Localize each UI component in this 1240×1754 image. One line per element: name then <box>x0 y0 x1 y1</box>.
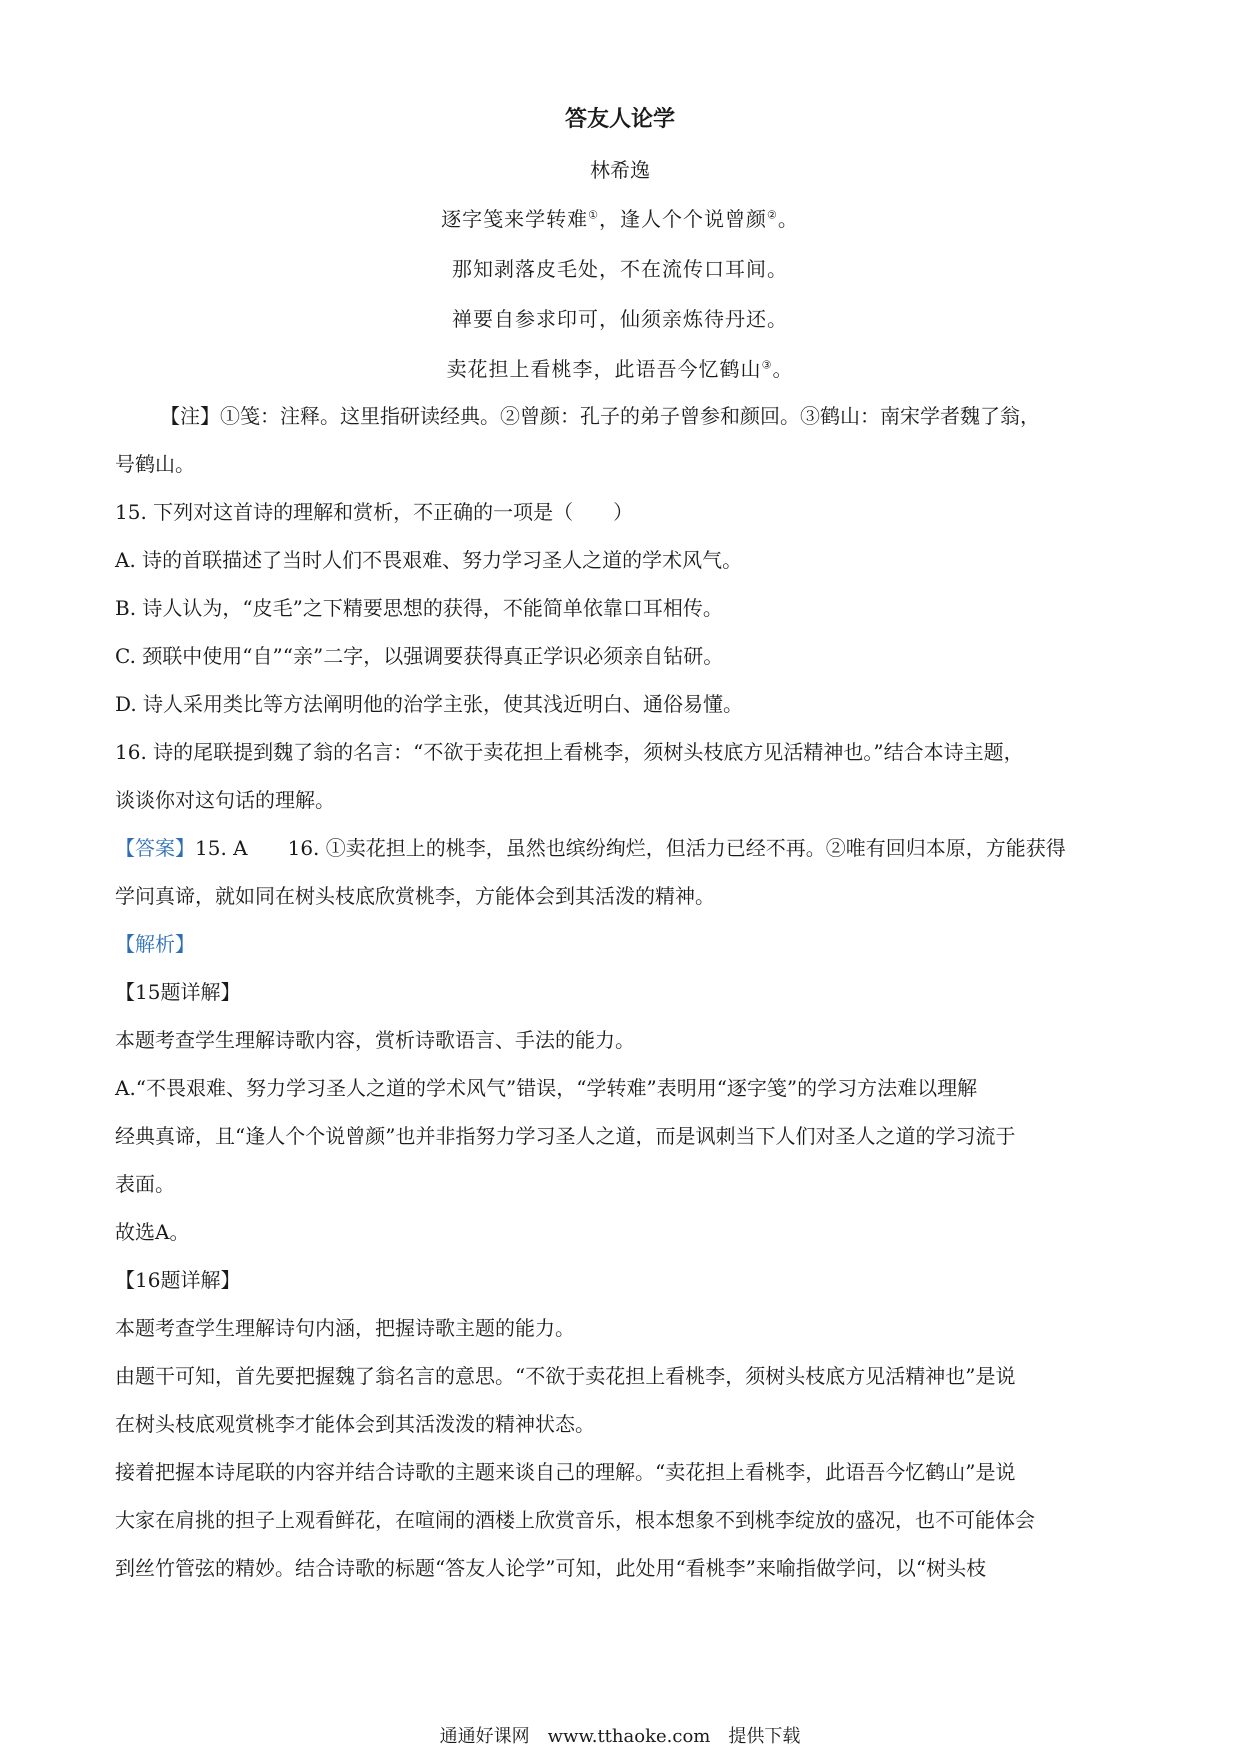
poem-verse-4: 卖花担上看桃李，此语吾今忆鹤山③。 <box>446 357 794 381</box>
analysis-16-line-3: 接着把握本诗尾联的内容并结合诗歌的主题来谈自己的理解。“卖花担上看桃李，此语吾今忆鹤山”是说 <box>115 1460 1016 1484</box>
answer-line-2: 学问真谛，就如同在树头枝底欣赏桃李，方能体会到其活泼的精神。 <box>115 884 715 908</box>
analysis-15-line-2: 经典真谛，且“逢人个个说曾颜”也并非指努力学习圣人之道，而是讽刺当下人们对圣人之道的学习流于 <box>115 1124 1016 1148</box>
option-c: C. 颈联中使用“自”“亲”二字，以强调要获得真正学识必须亲自钻研。 <box>115 644 724 668</box>
answer-line-1: 【答案】15. A 16. ①卖花担上的桃李，虽然也缤纷绚烂，但活力已经不再。②唯有回归本原，方能获得 <box>115 836 1066 860</box>
question-16-line-2: 谈谈你对这句话的理解。 <box>115 788 335 812</box>
heading-15: 【15题详解】 <box>115 980 241 1004</box>
note-line-1: 【注】①笺：注释。这里指研读经典。②曾颜：孔子的弟子曾参和颜回。③鹤山：南宋学者魏了翁， <box>160 404 1040 428</box>
analysis-15-conclusion: 故选A。 <box>115 1220 190 1244</box>
heading-16: 【16题详解】 <box>115 1268 241 1292</box>
question-15: 15. 下列对这首诗的理解和赏析，不正确的一项是（ ） <box>115 500 634 524</box>
analysis-15-intro: 本题考查学生理解诗歌内容，赏析诗歌语言、手法的能力。 <box>115 1028 635 1052</box>
analysis-16-line-2: 在树头枝底观赏桃李才能体会到其活泼泼的精神状态。 <box>115 1412 595 1436</box>
option-d: D. 诗人采用类比等方法阐明他的治学主张，使其浅近明白、通俗易懂。 <box>115 692 744 716</box>
analysis-15-line-1: A.“不畏艰难、努力学习圣人之道的学术风气”错误，“学转难”表明用“逐字笺”的学习方法难以理解 <box>115 1076 978 1100</box>
analysis-label: 【解析】 <box>115 932 195 956</box>
poem-title: 答友人论学 <box>564 106 675 132</box>
analysis-16-line-5: 到丝竹管弦的精妙。结合诗歌的标题“答友人论学”可知，此处用“看桃李”来喻指做学问，以“树头枝 <box>115 1556 987 1580</box>
note-line-2: 号鹤山。 <box>115 452 195 476</box>
analysis-16-line-4: 大家在肩挑的担子上观看鲜花，在喧闹的酒楼上欣赏音乐，根本想象不到桃李绽放的盛况，也不可能体会 <box>115 1508 1035 1532</box>
poem-verse-1: 逐字笺来学转难①，逢人个个说曾颜②。 <box>441 207 799 231</box>
analysis-15-line-3: 表面。 <box>115 1172 175 1196</box>
page-footer: 通通好课网 www.tthaoke.com 提供下载 <box>439 1726 801 1747</box>
analysis-16-line-1: 由题干可知，首先要把握魏了翁名言的意思。“不欲于卖花担上看桃李，须树头枝底方见活精神也”是说 <box>115 1364 1016 1388</box>
option-a: A. 诗的首联描述了当时人们不畏艰难、努力学习圣人之道的学术风气。 <box>115 548 743 572</box>
poem-verse-2: 那知剥落皮毛处，不在流传口耳间。 <box>452 257 788 281</box>
option-b: B. 诗人认为，“皮毛”之下精要思想的获得，不能简单依靠口耳相传。 <box>115 596 723 620</box>
answer-label: 【答案】 <box>115 836 195 860</box>
poem-verse-3: 禅要自参求印可，仙须亲炼待丹还。 <box>452 307 788 331</box>
poem-author: 林希逸 <box>590 158 650 182</box>
question-16-line-1: 16. 诗的尾联提到魏了翁的名言：“不欲于卖花担上看桃李，须树头枝底方见活精神也。”结合本诗主题， <box>115 740 1024 764</box>
analysis-16-intro: 本题考查学生理解诗句内涵，把握诗歌主题的能力。 <box>115 1316 575 1340</box>
